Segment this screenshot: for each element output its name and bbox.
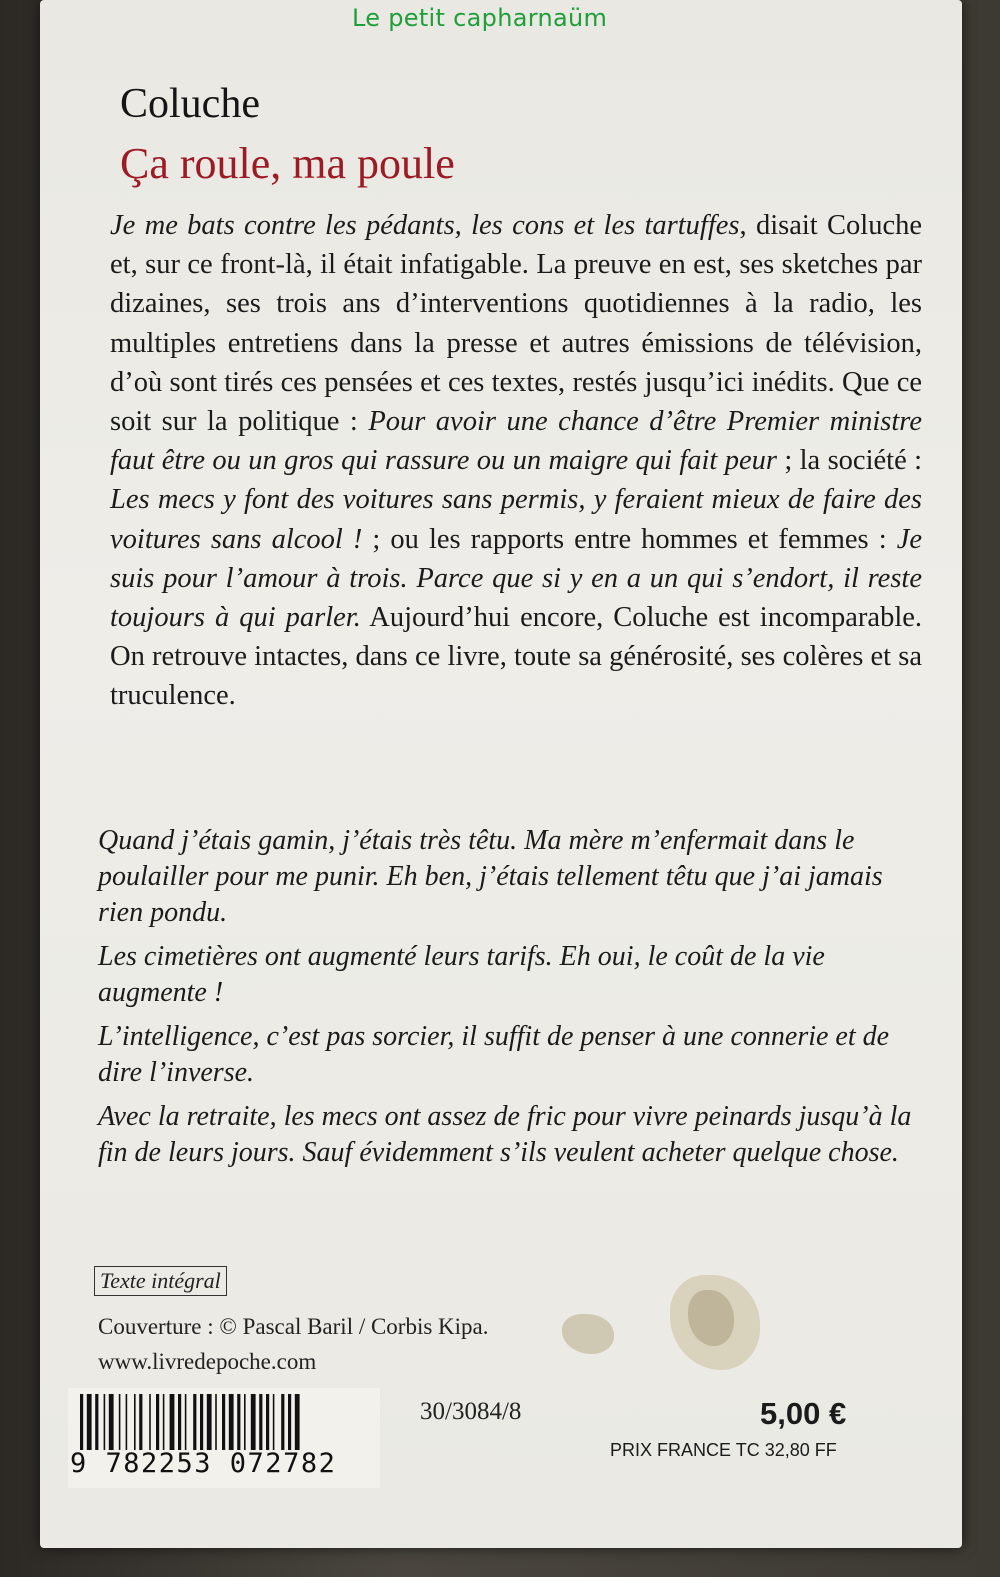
- quote: Quand j’étais gamin, j’étais très têtu. Ma mère m’enfermait dans le poulailler pour me punir. Eh ben, j’étais tellement têtu que j’ai jamais rien pondu.: [98, 825, 883, 928]
- blurb-segment: Aujourd’hui encore, Coluche est incomparable. On retrouve intactes, dans ce livre, toute sa générosité, ses colères et sa truculence.: [110, 602, 923, 712]
- cover-credit: Couverture : © Pascal Baril / Corbis Kipa.: [98, 1314, 489, 1339]
- barcode-bars: [68, 1388, 380, 1450]
- price-euro: 5,00 €: [760, 1396, 847, 1431]
- quote: L’intelligence, c’est pas sorcier, il suffit de penser à une connerie et de dire l’inverse.: [98, 1021, 890, 1088]
- blurb-segment: , disait Coluche et, sur ce front-là, il était infatigable. La preuve en est, ses sketches par dizaines, ses trois ans d’interventions quotidiennes à la radio, les multiples entretiens dans la presse et autres émissions de télévision, d’où sont tirés ces pensées et ces textes, restés jusqu’ici inédits. Que ce soit sur la politique :: [110, 210, 922, 438]
- book-back-cover: [40, 0, 962, 1548]
- publisher-website: www.livredepoche.com: [98, 1349, 317, 1374]
- watermark: Le petit capharnaüm: [352, 4, 608, 32]
- quotes-block: [98, 823, 928, 1179]
- book-author: Coluche: [120, 81, 260, 127]
- quote: Les cimetières ont augmenté leurs tarifs. Eh oui, le coût de la vie augmente !: [98, 941, 825, 1008]
- quote: Avec la retraite, les mecs ont assez de fric pour vivre peinards jusqu’à la fin de leurs jours. Sauf évidemment s’ils veulent acheter quelque chose.: [98, 1101, 912, 1168]
- blurb-segment: Pour avoir une chance d’être Premier ministre faut être ou un gros qui rassure ou un maigre qui fait peur: [110, 406, 922, 477]
- integral-text-badge: Texte intégral: [94, 1266, 227, 1296]
- blurb-segment: ; la société :: [776, 445, 923, 477]
- isbn-number: 9 782253 072782: [70, 1448, 337, 1479]
- price-francs: PRIX FRANCE TC 32,80 FF: [610, 1440, 837, 1460]
- blurb-segment: Je me bats contre les pédants, les cons et les tartuffes: [110, 210, 740, 241]
- blurb-paragraph: [110, 206, 922, 716]
- blurb-segment: ; ou les rapports entre hommes et femmes :: [362, 523, 897, 555]
- blurb-segment: Les mecs y font des voitures sans permis, y feraient mieux de faire des voitures sans alcool !: [110, 484, 922, 555]
- blurb-segment: Je suis pour l’amour à trois. Parce que si y en a un qui s’endort, il reste toujours à qui parler.: [110, 523, 922, 634]
- worn-spot: [562, 1314, 614, 1354]
- book-title: Ça roule, ma poule: [120, 139, 455, 188]
- catalog-number: 30/3084/8: [420, 1398, 522, 1425]
